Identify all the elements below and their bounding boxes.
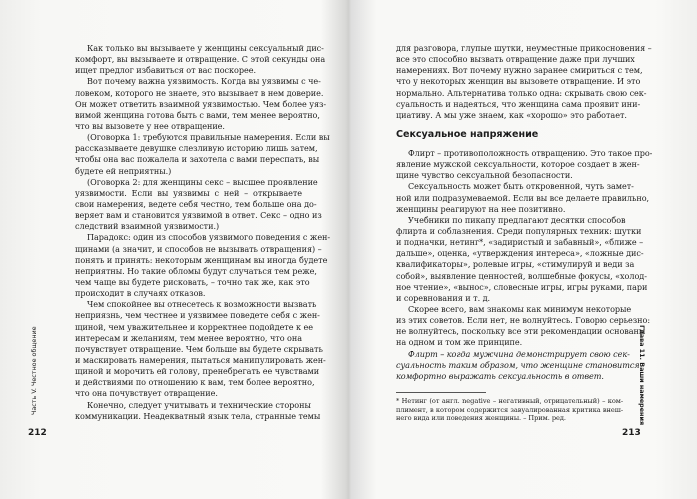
text-line: что она почувствует отвращение.	[75, 388, 218, 399]
left-running-head: Часть V. Честное общение	[30, 326, 38, 415]
footnote-line: плимент, в котором содержится завуалированная критика внеш-	[396, 405, 623, 414]
text-line: намерениях. Вот почему нужно заранее смириться с тем,	[396, 65, 643, 76]
text-line: рассказываете девушке слезливую историю лишь затем,	[75, 143, 318, 154]
text-line: щине чувство сексуальной безопасности.	[396, 170, 573, 181]
text-line: Конечно, следует учитывать и технические стороны	[87, 399, 311, 410]
text-line: (Оговорка 2: для женщины секс – высшее проявление	[87, 176, 318, 187]
text-line: неприятны. Но такие обломы будут случаться тем реже,	[75, 265, 317, 276]
text-line: Скорее всего, вам знакомы как минимум некоторые	[408, 303, 632, 314]
text-line: и маскировать намерения, пытаться манипулировать жен-	[75, 354, 326, 365]
text-line: что у некоторых женщин вы вызовете отвращение. И это	[396, 76, 641, 87]
text-line: Флирт – когда мужчина демонстрирует свою сек-	[408, 348, 630, 359]
text-line: суальность и надеяться, что женщина сама проявит ини-	[396, 98, 641, 109]
right-running-head: Глава 11. Ваши намерения	[638, 325, 646, 426]
text-line: уязвимости. Если вы уязвимы с ней – открываете	[75, 187, 302, 198]
right-page	[349, 0, 697, 499]
text-line: Сексуальность может быть откровенной, чуть замет-	[408, 181, 634, 192]
left-page-number: 212	[28, 428, 47, 438]
text-line: ищет предлог избавиться от вас поскорее.	[75, 65, 256, 76]
text-line: для разговора, глупые шутки, неуместные прикосновения –	[396, 43, 652, 53]
text-line: нормально. Альтернатива только одна: скрывать свою сек-	[396, 87, 647, 98]
text-line: Учебники по пикапу предлагают десятки способов	[408, 214, 626, 225]
text-line: свои намерения, ведете себя честно, тем больше она до-	[75, 198, 317, 209]
text-line: чем чаще вы будете рисковать, – точно так же, как это	[75, 276, 310, 287]
text-line: что вы вызовете у нее отвращение.	[75, 120, 225, 131]
text-line: квалификаторы», ролевые игры, «стимулируй и веди за	[396, 259, 635, 270]
section-heading: Сексуальное напряжение	[396, 128, 539, 140]
text-line: на одном и том же принципе.	[396, 337, 523, 348]
text-line: интересам и желаниям, тем менее вероятно, что она	[75, 332, 302, 343]
text-line: Флирт – противоположность отвращению. Это такое про-	[408, 147, 653, 158]
text-line: суальность таким образом, что женщине становится	[396, 359, 640, 370]
text-line: флирта и соблазнения. Среди популярных техник: шутки	[396, 225, 642, 236]
footnote-line: * Нетинг (от англ. negative – негативный, отрицательный) – ком-	[396, 396, 623, 405]
left-body-text	[75, 43, 331, 422]
text-line: происходит в случаях отказов.	[75, 288, 206, 299]
text-line: веряет вам и становится уязвимой в ответ. Секс – одно из	[75, 210, 322, 221]
text-line: щинами (а значит, и способов не вызывать отвращения) –	[75, 243, 322, 254]
text-line: ной или подразумеваемой. Если вы все делаете правильно,	[396, 192, 650, 203]
text-line: почувствует отвращение. Чем больше вы будете скрывать	[75, 343, 323, 354]
text-line: щиной, чем уважительнее и корректнее подойдете к ее	[75, 321, 314, 332]
text-line: Он может ответить взаимной уязвимостью. Чем более уяз-	[75, 98, 327, 109]
text-line: и действиями по отношению к вам, тем более вероятно,	[75, 377, 315, 388]
text-line: не волнуйтесь, поскольку все эти рекомендации основаны	[396, 326, 646, 337]
text-line: явление мужской сексуальности, которое создает в жен-	[396, 159, 640, 170]
text-line: понять и принять: некоторым женщинам вы иногда будете	[75, 254, 328, 265]
text-line: Как только вы вызываете у женщины сексуальный дис-	[87, 43, 324, 53]
text-line: дальше», оценка, «утверждения интереса», «ложные дис-	[396, 248, 644, 259]
footnote	[396, 397, 623, 423]
text-line: ловеком, которого не знаете, это вызывает в нем доверие.	[75, 87, 324, 98]
text-line: комфортно выражать сексуальность в ответ.	[396, 370, 604, 381]
text-line: из этих советов. Если нет, не волнуйтесь. Говорю серьезно:	[396, 315, 650, 326]
text-line: (Оговорка 1: требуются правильные намерения. Если вы	[87, 132, 330, 143]
text-line: неприязнь, чем честнее и уязвимее поведете себя с жен-	[75, 310, 320, 321]
text-line: все это способно вызвать отвращение даже при лучших	[396, 54, 635, 65]
text-line: чтобы она вас пожалела и захотела с вами переспать, вы	[75, 154, 320, 165]
text-line: собой», выявление ценностей, волшебные фокусы, «холод-	[396, 270, 647, 281]
left-page	[0, 0, 348, 499]
text-line: Вот почему важна уязвимость. Когда вы уязвимы с че-	[87, 76, 321, 87]
text-line: циативу. А мы уже знаем, как «хорошо» это работает.	[396, 109, 627, 120]
text-line: коммуникации. Неадекватный язык тела, странные темы	[75, 410, 321, 421]
footnote-line: него вида или поведения женщины. – Прим. ред.	[396, 414, 566, 423]
text-line: и подначки, нетинг*, «задиристый и забавный», «ближе –	[396, 237, 644, 248]
text-line: щиной и морочить ей голову, пренебрегать ее чувствами	[75, 366, 320, 377]
text-line: комфорт, вы вызываете и отвращение. С этой секунды она	[75, 54, 326, 65]
text-line: ное чтение», «вынос», словесные игры, игры руками, пари	[396, 281, 648, 292]
text-line: Парадокс: один из способов уязвимого поведения с жен-	[87, 232, 331, 243]
text-line: Чем спокойнее вы отнесетесь к возможности вызвать	[87, 299, 317, 310]
right-page-number: 213	[622, 428, 641, 438]
text-line: вимой женщина готова быть с вами, тем менее вероятно,	[75, 109, 320, 120]
text-line: будете ей неприятны.)	[75, 165, 172, 176]
text-line: и соревнования и т. д.	[396, 292, 491, 303]
text-line: женщины реагируют на нее позитивно.	[396, 203, 566, 214]
footnote-rule	[396, 392, 486, 393]
text-line: следствий взаимной уязвимости.)	[75, 221, 220, 232]
